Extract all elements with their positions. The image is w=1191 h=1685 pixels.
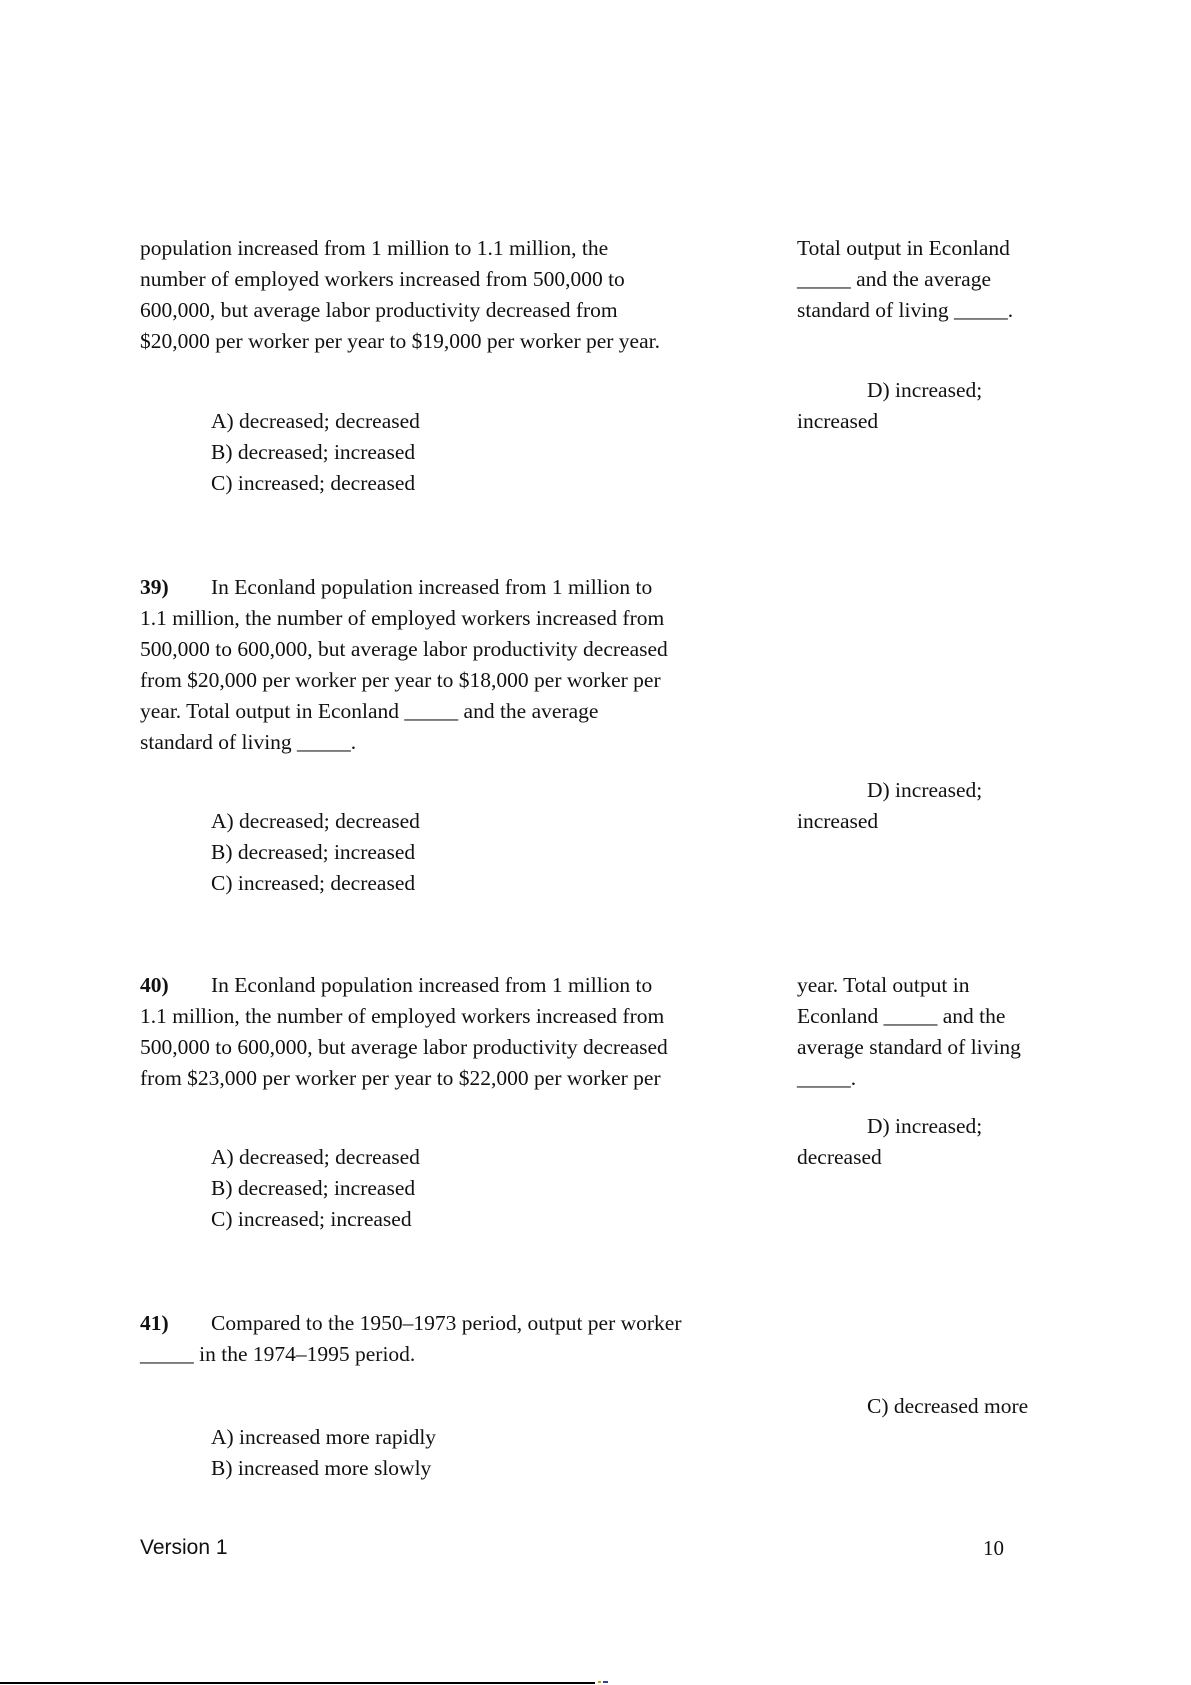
q40-option-a: A) decreased; decreased — [211, 1145, 420, 1169]
q40-option-d-cont: decreased — [797, 1145, 882, 1169]
q39-option-c: C) increased; decreased — [211, 871, 416, 895]
q39-stem-line: In Econland population increased from 1 million to — [211, 575, 653, 599]
q39-option-d: D) increased; — [867, 778, 983, 802]
q40-stem-line: 1.1 million, the number of employed workers increased from — [140, 1004, 665, 1028]
q39-option-b: B) decreased; increased — [211, 840, 416, 864]
q40-option-d: D) increased; — [867, 1114, 983, 1138]
q39-stem-line: year. Total output in Econland _____ and the average — [140, 699, 599, 723]
q40-option-b: B) decreased; increased — [211, 1176, 416, 1200]
q39-stem-line: 500,000 to 600,000, but average labor productivity decreased — [140, 637, 668, 661]
q40-number: 40) — [140, 973, 169, 997]
q40-right-line: _____. — [797, 1066, 857, 1090]
page-edge-marks — [598, 1681, 608, 1683]
q38-stem-line: $20,000 per worker per year to $19,000 per worker per year. — [140, 329, 660, 353]
page-divider — [0, 1682, 595, 1684]
q40-option-c: C) increased; increased — [211, 1207, 412, 1231]
q38-option-a: A) decreased; decreased — [211, 409, 420, 433]
q39-number: 39) — [140, 575, 169, 599]
page-number: 10 — [983, 1536, 1004, 1560]
q41-stem-line: _____ in the 1974–1995 period. — [140, 1342, 416, 1366]
q38-option-d-cont: increased — [797, 409, 879, 433]
q40-stem-line: from $23,000 per worker per year to $22,000 per worker per — [140, 1066, 661, 1090]
q38-stem-line: population increased from 1 million to 1.1 million, the — [140, 236, 609, 260]
q41-option-c: C) decreased more — [867, 1394, 1029, 1418]
q38-right-line: standard of living _____. — [797, 298, 1014, 322]
q38-right-line: _____ and the average — [797, 267, 992, 291]
q41-option-a: A) increased more rapidly — [211, 1425, 437, 1449]
q40-stem-line: In Econland population increased from 1 million to — [211, 973, 653, 997]
q38-option-b: B) decreased; increased — [211, 440, 416, 464]
q39-stem-line: from $20,000 per worker per year to $18,000 per worker per — [140, 668, 661, 692]
q41-stem-line: Compared to the 1950–1973 period, output per worker — [211, 1311, 682, 1335]
q41-option-b: B) increased more slowly — [211, 1456, 432, 1480]
q38-right-line: Total output in Econland — [797, 236, 1010, 260]
version-label: Version 1 — [140, 1536, 228, 1559]
q38-stem-line: 600,000, but average labor productivity decreased from — [140, 298, 618, 322]
q39-stem-line: 1.1 million, the number of employed workers increased from — [140, 606, 665, 630]
q38-stem-line: number of employed workers increased from 500,000 to — [140, 267, 625, 291]
q40-right-line: average standard of living — [797, 1035, 1021, 1059]
q39-option-d-cont: increased — [797, 809, 879, 833]
q40-right-line: Econland _____ and the — [797, 1004, 1006, 1028]
q39-option-a: A) decreased; decreased — [211, 809, 420, 833]
q38-option-c: C) increased; decreased — [211, 471, 416, 495]
q40-right-line: year. Total output in — [797, 973, 970, 997]
q41-number: 41) — [140, 1311, 169, 1335]
q38-option-d: D) increased; — [867, 378, 983, 402]
q40-stem-line: 500,000 to 600,000, but average labor productivity decreased — [140, 1035, 668, 1059]
q39-stem-line: standard of living _____. — [140, 730, 357, 754]
